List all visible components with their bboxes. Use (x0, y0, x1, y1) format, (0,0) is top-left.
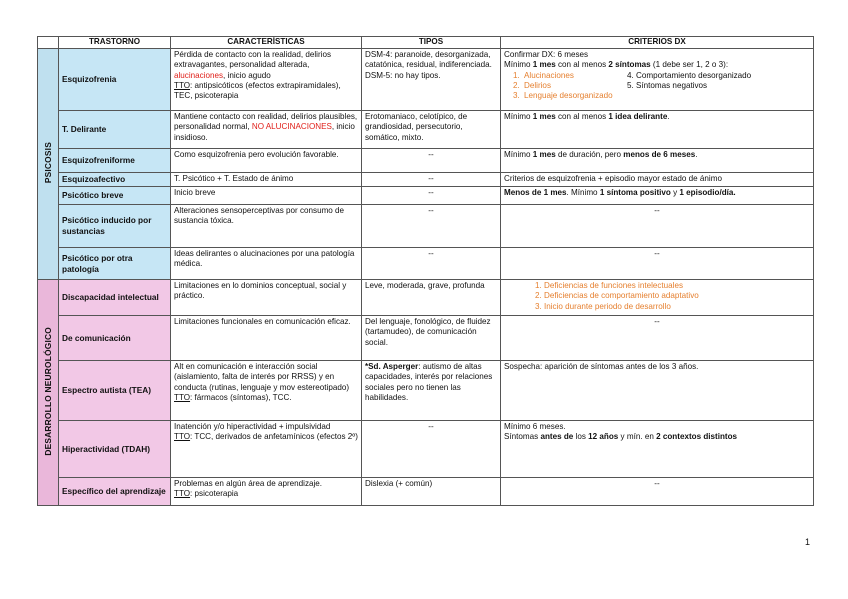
symptom-list (504, 71, 627, 102)
characteristics-cell: Problemas en algún área de aprendizaje. TTO: psicoterapia (171, 478, 362, 506)
criteria-cell: Confirmar DX: 6 meses Mínimo 1 mes con al menos 2 síntomas (1 debe ser 1, 2 o 3): 1. Alucinaciones 2. Delirios 3. Lenguaje desorganizado 4. Comportamiento desorganizado 5. Síntomas negativos (501, 49, 814, 111)
types-cell: -- (362, 248, 501, 280)
types-cell: -- (362, 149, 501, 173)
group-desarrollo (38, 280, 59, 506)
table-row (38, 205, 814, 248)
characteristics-cell: Inatención y/o hiperactividad + impulsividad TTO: TCC, derivados de anfetamínicos (efectos 2º) (171, 421, 362, 478)
criteria-cell: Sospecha: aparición de síntomas antes de los 3 años. (501, 361, 814, 421)
disorder-name: T. Delirante (59, 111, 171, 149)
criteria-cell: Menos de 1 mes. Mínimo 1 síntoma positivo y 1 episodio/día. (501, 187, 814, 205)
header-tipos: TIPOS (362, 37, 501, 49)
list-item: 4. Comportamiento desorganizado (627, 70, 752, 80)
page-number: 1 (805, 537, 811, 547)
table-row (38, 248, 814, 280)
characteristics-cell: T. Psicótico + T. Estado de ánimo (171, 173, 362, 187)
list-item: 2. Delirios (522, 81, 627, 91)
types-cell: Leve, moderada, grave, profunda (362, 280, 501, 316)
criteria-cell: -- (501, 316, 814, 361)
characteristics-cell: Alt en comunicación e interacción social (aislamiento, falta de interés por RRSS) y en conducta (rutinas, lenguaje y mov estereotipado) TTO: fármacos (síntomas), TCC. (171, 361, 362, 421)
table-row (38, 149, 814, 173)
table-row (38, 361, 814, 421)
table-row (38, 111, 814, 149)
characteristics-cell: Limitaciones funcionales en comunicación eficaz. (171, 316, 362, 361)
group-psicosis (38, 49, 59, 280)
disorder-name: Específico del aprendizaje (59, 478, 171, 506)
characteristics-cell: Alteraciones sensoperceptivas por consumo de sustancia tóxica. (171, 205, 362, 248)
criteria-cell: Mínimo 1 mes de duración, pero menos de 6 meses. (501, 149, 814, 173)
types-cell: -- (362, 205, 501, 248)
types-cell: *Sd. Asperger: autismo de altas capacidades, interés por relaciones sociales pero no tienen las habilidades. (362, 361, 501, 421)
types-cell: Dislexia (+ común) (362, 478, 501, 506)
disorder-name: Espectro autista (TEA) (59, 361, 171, 421)
group-label-desarrollo: DESARROLLO NEUROLÓGICO (42, 326, 53, 456)
disorder-name: Discapacidad intelectual (59, 280, 171, 316)
table-row (38, 173, 814, 187)
disorder-name: Esquizofrenia (59, 49, 171, 111)
criteria-list (504, 281, 810, 312)
characteristics-cell: Ideas delirantes o alucinaciones por una patología médica. (171, 248, 362, 280)
disorder-name: Hiperactividad (TDAH) (59, 421, 171, 478)
table-row (38, 187, 814, 205)
table-row (38, 280, 814, 316)
criteria-cell: Criterios de esquizofrenia + episodio mayor estado de ánimo (501, 173, 814, 187)
list-item: 3. Lenguaje desorganizado (522, 91, 627, 101)
types-cell: DSM-4: paranoide, desorganizada, catatónica, residual, indiferenciada. DSM-5: no hay tipos. (362, 49, 501, 111)
list-item: 1. Alucinaciones (522, 71, 627, 81)
characteristics-cell: Pérdida de contacto con la realidad, delirios extravagantes, personalidad alterada, alucinaciones, inicio agudo TTO: antipsicóticos (efectos extrapiramidales), TEC, psicoterapia (171, 49, 362, 111)
types-cell: -- (362, 421, 501, 478)
list-item: 2. Deficiencias de comportamiento adaptativo (544, 291, 810, 301)
header-criterios: CRITERIOS DX (501, 37, 814, 49)
disorder-name: Esquizoafectivo (59, 173, 171, 187)
list-item: 5. Síntomas negativos (627, 81, 708, 91)
criteria-cell: Mínimo 6 meses. Síntomas antes de los 12 años y mín. en 2 contextos distintos (501, 421, 814, 478)
disorder-name: Psicótico breve (59, 187, 171, 205)
disorder-name: Psicótico inducido por sustancias (59, 205, 171, 248)
characteristics-cell: Como esquizofrenia pero evolución favorable. (171, 149, 362, 173)
list-item: 3. Inicio durante periodo de desarrollo (544, 302, 810, 312)
types-cell: Del lenguaje, fonológico, de fluidez (tartamudeo), de comunicación social. (362, 316, 501, 361)
list-item: 1. Deficiencias de funciones intelectuales (544, 281, 810, 291)
header-row (38, 37, 814, 49)
disorder-name: Esquizofreniforme (59, 149, 171, 173)
criteria-cell: -- (501, 248, 814, 280)
types-cell: -- (362, 173, 501, 187)
types-cell: -- (362, 187, 501, 205)
criteria-cell (501, 280, 814, 316)
group-label-psicosis: PSICOSIS (42, 141, 53, 183)
types-cell: Erotomaniaco, celotípico, de grandiosidad, persecutorio, somático, mixto. (362, 111, 501, 149)
characteristics-cell: Limitaciones en lo dominios conceptual, social y práctico. (171, 280, 362, 316)
criteria-cell: Mínimo 1 mes con al menos 1 idea delirante. (501, 111, 814, 149)
disorder-name: De comunicación (59, 316, 171, 361)
header-empty (38, 37, 59, 49)
disorder-name: Psicótico por otra patología (59, 248, 171, 280)
table-row (38, 478, 814, 506)
table-row (38, 49, 814, 111)
disorders-table (37, 36, 814, 506)
criteria-cell: -- (501, 205, 814, 248)
header-trastorno: TRASTORNO (59, 37, 171, 49)
characteristics-cell: Mantiene contacto con realidad, delirios plausibles, personalidad normal, NO ALUCINACIONES, inicio insidioso. (171, 111, 362, 149)
header-caracteristicas: CARACTERÍSTICAS (171, 37, 362, 49)
table-row (38, 316, 814, 361)
criteria-cell: -- (501, 478, 814, 506)
characteristics-cell: Inicio breve (171, 187, 362, 205)
table-row (38, 421, 814, 478)
